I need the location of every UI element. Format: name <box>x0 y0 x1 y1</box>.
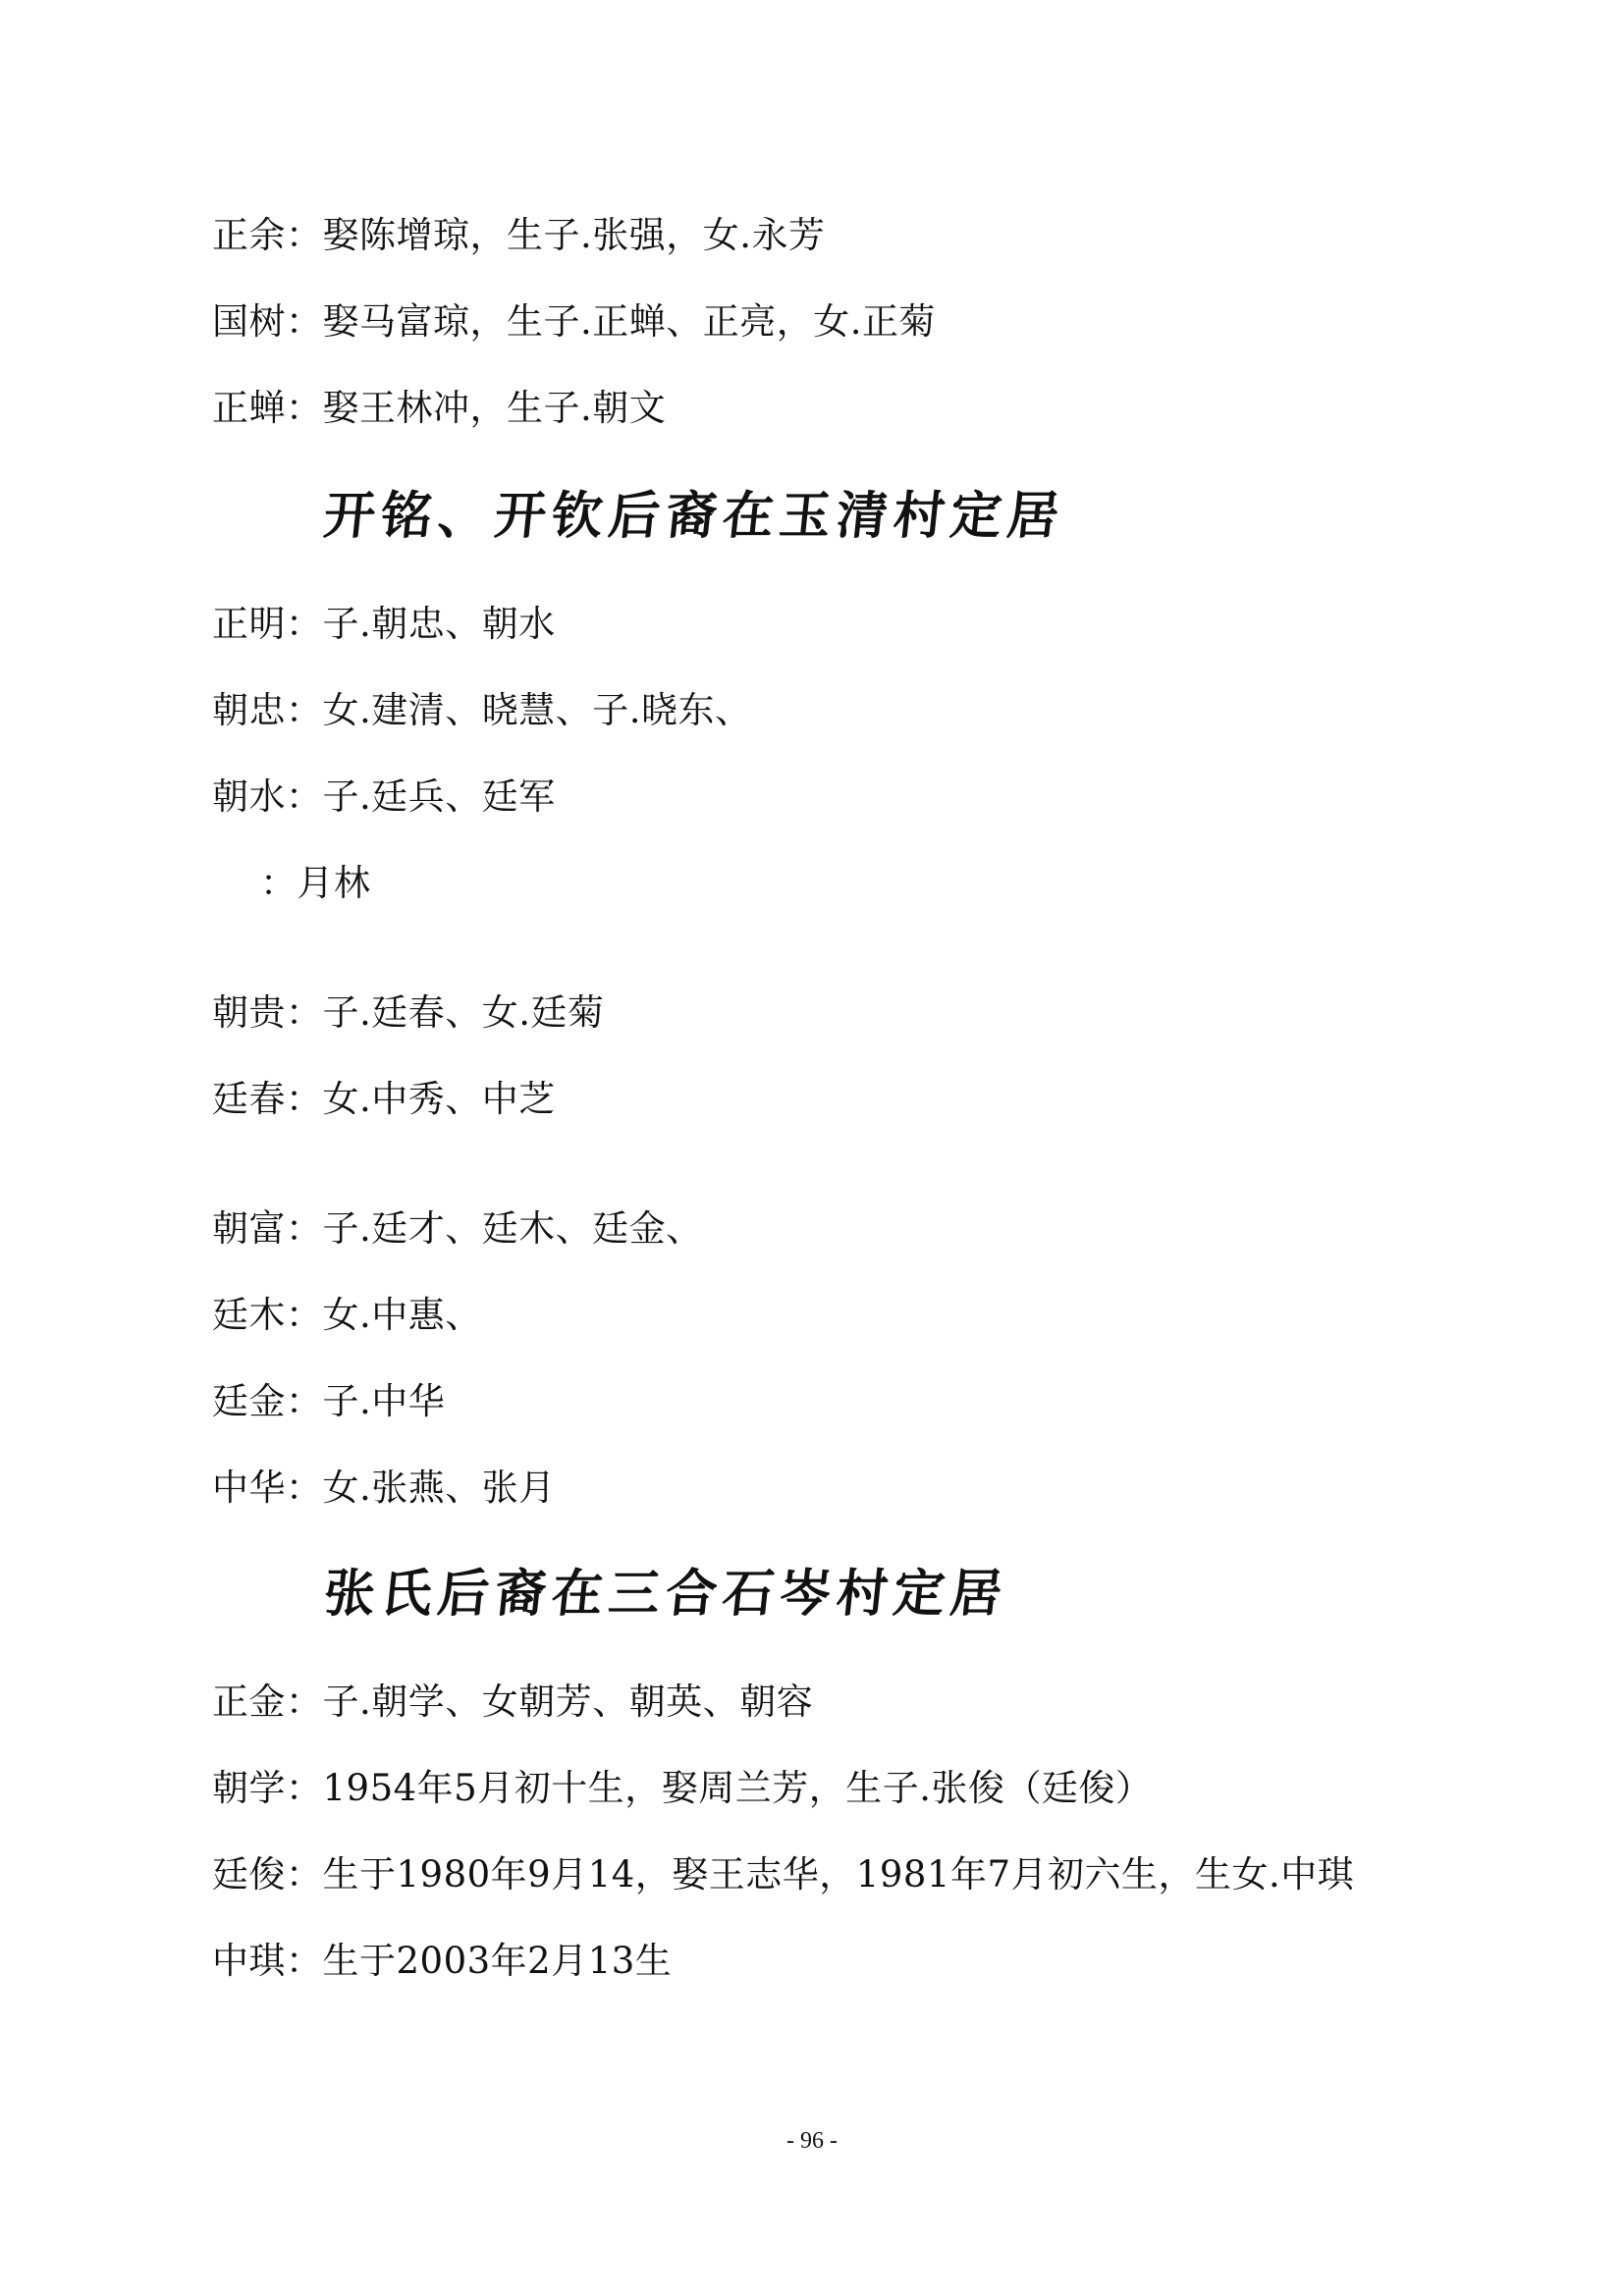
genealogy-entry-yuelin: ：月林 <box>212 862 371 904</box>
genealogy-entry-guoshu: 国树：娶马富琼，生子.正蝉、正亮，女.正菊 <box>212 300 937 343</box>
genealogy-entry-tingchun: 廷春：女.中秀、中芝 <box>212 1078 556 1120</box>
section-heading-yuqing-village: 开铭、开钦后裔在玉清村定居 <box>320 487 1068 546</box>
genealogy-entry-zhengyu: 正余：娶陈增琼，生子.张强，女.永芳 <box>212 214 826 256</box>
genealogy-entry-zhongqi: 中琪：生于2003年2月13生 <box>212 1940 673 1982</box>
section-heading-shicen-village: 张氏后裔在三合石岑村定居 <box>320 1565 1011 1624</box>
genealogy-entry-chaofu: 朝富：子.廷才、廷木、廷金、 <box>212 1207 703 1250</box>
genealogy-entry-tingmu: 廷木：女.中惠、 <box>212 1294 482 1336</box>
page-number: - 96 - <box>786 2128 838 2154</box>
genealogy-entry-tingjun: 廷俊：生于1980年9月14，娶王志华，1981年7月初六生，生女.中琪 <box>212 1853 1355 1896</box>
genealogy-entry-tingjin: 廷金：子.中华 <box>212 1380 446 1422</box>
genealogy-entry-chaozhong: 朝忠：女.建清、晓慧、子.晓东、 <box>212 689 752 731</box>
genealogy-entry-chaoshui: 朝水：子.廷兵、廷军 <box>212 775 556 818</box>
genealogy-entry-zhonghua: 中华：女.张燕、张月 <box>212 1467 556 1509</box>
genealogy-entry-chaoxue: 朝学：1954年5月初十生，娶周兰芳，生子.张俊（廷俊） <box>212 1767 1153 1809</box>
genealogy-entry-zhengming: 正明：子.朝忠、朝水 <box>212 603 556 645</box>
genealogy-entry-zhengjin: 正金：子.朝学、女朝芳、朝英、朝容 <box>212 1681 814 1723</box>
genealogy-entry-chaogui: 朝贵：子.廷春、女.廷菊 <box>212 991 605 1034</box>
genealogy-entry-zhengchan: 正蝉：娶王林冲，生子.朝文 <box>212 387 667 429</box>
